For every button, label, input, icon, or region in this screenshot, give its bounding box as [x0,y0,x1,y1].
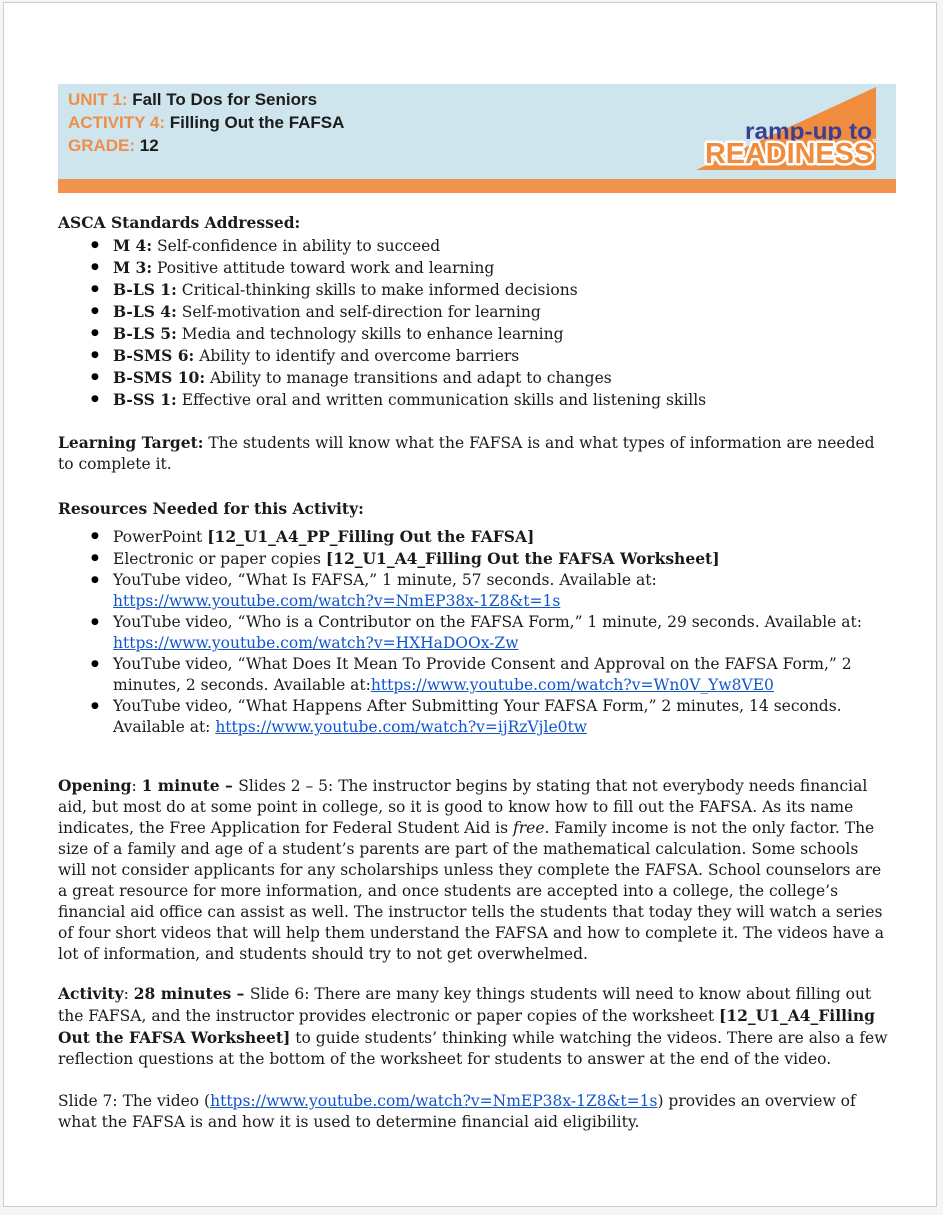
hyperlink[interactable]: https://www.youtube.com/watch?v=ijRzVjle0tw [215,718,587,736]
slide7-paragraph [58,1091,888,1133]
resources-heading: Resources Needed for this Activity: [58,499,364,518]
hyperlink[interactable]: https://www.youtube.com/watch?v=Wn0V_Yw8VE0 [370,676,774,694]
banner-title: Fall To Dos for Seniors [132,90,318,109]
logo-trademark-symbol: ™ [873,139,880,146]
text-segment: Slide 6: There are many key things students will need to know about filling out the FAFSA, and the instructor provides electronic or paper copies of the worksheet [58,985,872,1025]
text-segment: B-LS 5: [113,324,177,343]
text-segment: 1 minute – [141,776,239,795]
text-segment: Critical-thinking skills to make informed decisions [176,281,578,299]
asca-standard-item [113,389,896,411]
text-segment: 28 minutes – [133,984,250,1003]
text-segment: Ability to manage transitions and adapt to changes [205,369,612,387]
asca-standard-item [113,367,896,389]
text-segment: M 3: [113,258,153,277]
banner-label: GRADE: [68,136,136,155]
banner-label: ACTIVITY 4: [68,113,165,132]
text-segment: Activity [58,984,124,1003]
text-segment: The students will know what the FAFSA is and what types of information are needed to complete it. [58,434,875,473]
text-segment: Electronic or paper copies [113,550,326,568]
asca-standard-item [113,323,896,345]
document-page [3,2,937,1207]
text-segment: Slide 7: The video ( [58,1092,211,1110]
learning-target-paragraph [58,432,888,475]
text-segment: [12_U1_A4_Filling Out the FAFSA Worksheet] [325,549,720,568]
text-segment: Ability to identify and overcome barriers [194,347,520,365]
text-segment: B-LS 4: [113,302,177,321]
asca-standard-item [113,301,896,323]
text-segment: [12_U1_A4_Filling Out the FAFSA Worksheet] [58,1006,875,1047]
text-segment: free [513,819,545,837]
text-segment: : [123,985,134,1003]
text-segment: [12_U1_A4_PP_Filling Out the FAFSA] [207,527,535,546]
resource-item [113,526,896,548]
asca-standards-list [58,235,896,411]
text-segment: Self-motivation and self-direction for learning [176,303,541,321]
asca-standard-item [113,345,896,367]
banner-title: Filling Out the FAFSA [169,113,345,132]
text-segment: . Family income is not the only factor. The size of a family and age of a student’s parents are part of the mathematical calculation. Some schools will not consider applicants for any scholarships unless they complete the FAFSA. School counselors are a great resource for more information, and once students are accepted into a college, the college’s financial aid office can assist as well. The instructor tells the students that today they will watch a series of four short videos that will help them understand the FAFSA and how to complete it. The videos have a lot of information, and students should try to not get overwhelmed. [58,819,884,963]
resource-item [113,570,896,612]
text-segment: YouTube video, “Who is a Contributor on the FAFSA Form,” 1 minute, 29 seconds. Available at: [113,613,862,631]
hyperlink[interactable]: https://www.youtube.com/watch?v=NmEP38x-1Z8&t=1s [210,1092,658,1110]
text-segment: B-SMS 6: [113,346,195,365]
logo-tagline-text: ramp-up to [745,118,872,144]
text-segment: Media and technology skills to enhance learning [176,325,564,343]
document-content [4,3,896,1133]
header-banner [58,84,896,179]
activity-paragraph [58,983,888,1070]
resources-list [58,526,896,738]
text-segment: YouTube video, “What Is FAFSA,” 1 minute, 57 seconds. Available at: [113,571,657,589]
text-segment: Effective oral and written communication skills and listening skills [176,391,707,409]
orange-divider-bar [58,179,896,193]
text-segment: B-SS 1: [113,390,177,409]
hyperlink[interactable]: https://www.youtube.com/watch?v=NmEP38x-1Z8&t=1s [113,592,561,610]
text-segment: YouTube video, “What Happens After Submitting Your FAFSA Form,” 2 minutes, 14 seconds. Available at: [113,697,842,736]
text-segment: : [131,777,142,795]
asca-heading: ASCA Standards Addressed: [58,213,301,232]
text-segment: Self-confidence in ability to succeed [152,237,441,255]
ramp-up-to-readiness-logo [695,86,880,174]
asca-standard-item [113,257,896,279]
text-segment: Slides 2 – 5: The instructor begins by stating that not everybody needs financial aid, but most do at some point in college, so it is good to know how to fill out the FAFSA. As its name indicates, the Free Application for Federal Student Aid is [58,777,868,837]
text-segment: to guide students’ thinking while watching the videos. There are also a few reflection questions at the bottom of the worksheet for students to answer at the end of the video. [58,1029,888,1068]
text-segment: B-SMS 10: [113,368,206,387]
text-segment: Opening [58,776,132,795]
hyperlink[interactable]: https://www.youtube.com/watch?v=HXHaDOOx-Zw [113,634,519,652]
logo-name-text: READINESS [705,138,873,170]
resource-item [113,654,896,696]
asca-standard-item [113,235,896,257]
text-segment: YouTube video, “What Does It Mean To Provide Consent and Approval on the FAFSA Form,” 2 minutes, 2 seconds. Available at: [113,655,852,694]
resource-item [113,548,896,570]
asca-standard-item [113,279,896,301]
resource-item [113,612,896,654]
text-segment: PowerPoint [113,528,208,546]
resource-item [113,696,896,738]
text-segment: M 4: [113,236,153,255]
text-segment: B-LS 1: [113,280,177,299]
text-segment: Learning Target: [58,433,204,452]
banner-title: 12 [139,136,159,155]
banner-label: UNIT 1: [68,90,128,109]
opening-paragraph [58,775,888,965]
text-segment: ) provides an overview of what the FAFSA is and how it is used to determine financial aid eligibility. [58,1092,856,1131]
text-segment: Positive attitude toward work and learning [152,259,495,277]
